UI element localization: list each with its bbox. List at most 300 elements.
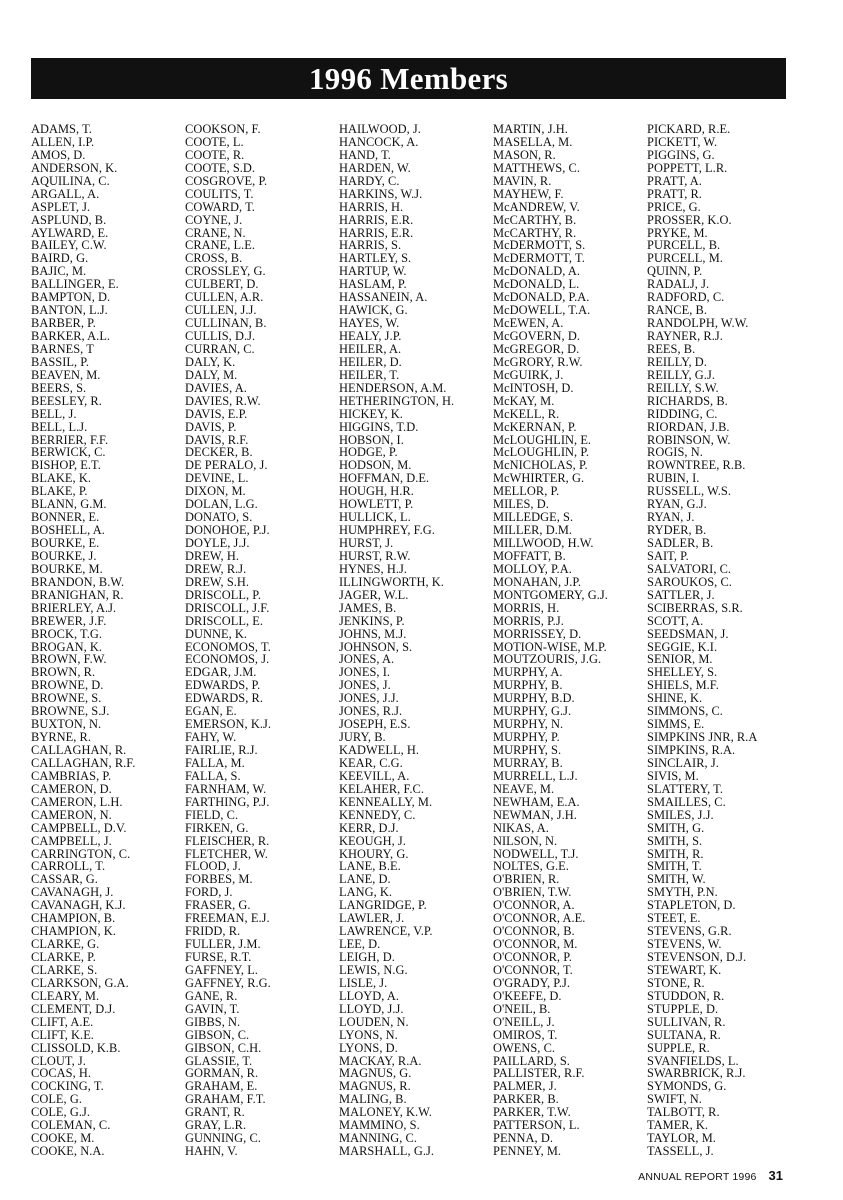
member-name: COCAS, H. [31, 1066, 92, 1081]
member-name: McDONALD, L. [493, 277, 580, 292]
member-name: RYDER, B. [647, 523, 707, 538]
member-name: REILLY, G.J. [647, 367, 715, 382]
member-name: BARBER, P. [31, 316, 96, 331]
member-name: COOKE, N.A. [31, 1144, 105, 1159]
member-name: SINCLAIR, J. [647, 755, 719, 770]
member-name: BLAKE, K. [31, 471, 91, 486]
member-name: ASPLET, J. [31, 199, 91, 214]
member-name: FALLA, M. [185, 755, 245, 770]
member-name: McGOVERN, D. [493, 329, 580, 343]
member-name: PICKETT, W. [647, 134, 718, 149]
member-name: SMITH, G. [647, 820, 705, 835]
member-name: BRANIGHAN, R. [31, 587, 124, 602]
member-name: DEVINE, L. [185, 471, 249, 486]
member-name: NEWMAN, J.H. [493, 807, 577, 822]
member-name: KERR, D.J. [339, 820, 399, 835]
member-name: LLOYD, A. [339, 988, 399, 1003]
member-name: SMYTH, P.N. [647, 885, 718, 900]
member-name: AYLWARD, E. [31, 225, 109, 240]
member-name: MURPHY, B. [493, 678, 563, 693]
member-name: OWENS, C. [493, 1040, 556, 1055]
member-name: BAMPTON, D. [31, 290, 111, 305]
member-name: CLARKE, G. [31, 937, 100, 952]
member-name: DOLAN, L.G. [185, 497, 258, 512]
member-name: SMITH, R. [647, 846, 704, 861]
member-name: MILLER, D.M. [493, 523, 573, 538]
member-name: HASSANEIN, A. [339, 290, 428, 305]
member-name: O'CONNOR, B. [493, 924, 575, 939]
member-name: KEEVILL, A. [339, 768, 410, 783]
member-name: NOLTES, G.E. [493, 859, 569, 874]
member-name: PURCELL, M. [647, 251, 723, 266]
member-name: KENNEDY, C. [339, 807, 416, 822]
member-name: HAND, T. [339, 147, 391, 162]
member-name: DOYLE, J.J. [185, 536, 250, 550]
member-name: COWARD, T. [185, 199, 255, 214]
member-name: PRICE, G. [647, 199, 701, 214]
member-name: McDOWELL, T.A. [493, 303, 591, 318]
member-name: CLARKE, S. [31, 962, 98, 977]
member-name: BAIRD, G. [31, 251, 89, 266]
member-name: SULLIVAN, R. [647, 1014, 726, 1029]
member-name: BEAVEN, M. [31, 367, 101, 382]
member-name: STUPPLE, D. [647, 1001, 719, 1016]
member-name: JAGER, W.L. [339, 587, 409, 602]
member-name: LYONS, D. [339, 1040, 398, 1055]
member-name: O'CONNOR, P. [493, 950, 572, 964]
member-name: BROWN, F.W. [31, 652, 107, 667]
member-name: SHELLEY, S. [647, 665, 718, 680]
member-name: CAMPBELL, D.V. [31, 820, 127, 835]
member-name: CHAMPION, B. [31, 911, 116, 926]
member-name: PENNA, D. [493, 1131, 553, 1146]
member-name: BANTON, L.J. [31, 303, 108, 318]
member-name: PICKARD, R.E. [647, 122, 731, 136]
member-name: KHOURY, G. [339, 846, 409, 861]
member-name: O'KEEFE, D. [493, 988, 562, 1003]
member-name: TASSELL, J. [647, 1144, 714, 1159]
member-column-2 [185, 123, 340, 1158]
member-name: MURPHY, N. [493, 717, 564, 732]
member-name: O'BRIEN, T.W. [493, 885, 572, 900]
member-name: CHAMPION, K. [31, 924, 116, 939]
member-name: BREWER, J.F. [31, 613, 107, 628]
member-name: DAVIES, R.W. [185, 393, 261, 408]
member-name: CAMERON, L.H. [31, 794, 123, 809]
member-name: McGREGOR, D. [493, 341, 580, 356]
member-name: MURPHY, A. [493, 665, 563, 680]
member-name: MURPHY, S. [493, 743, 562, 757]
member-name: SULTANA, R. [647, 1027, 721, 1042]
member-name: BLAKE, P. [31, 484, 88, 499]
member-name: CLIFT, K.E. [31, 1027, 94, 1042]
member-name: HICKEY, K. [339, 406, 403, 421]
member-column-4 [493, 123, 648, 1158]
member-name: McINTOSH, D. [493, 380, 574, 395]
member-name: ILLINGWORTH, K. [339, 574, 444, 589]
member-name: HAYES, W. [339, 316, 400, 331]
member-name: HURST, R.W. [339, 548, 411, 563]
member-name: HARKINS, W.J. [339, 186, 423, 201]
member-name: JONES, I. [339, 665, 391, 680]
member-name: FARTHING, P.J. [185, 794, 270, 809]
member-name: DE PERALO, J. [185, 458, 268, 473]
member-name: JURY, B. [339, 730, 386, 745]
member-name: JENKINS, P. [339, 613, 405, 628]
member-name: JONES, R.J. [339, 704, 403, 719]
member-name: PRYKE, M. [647, 225, 708, 240]
member-name: O'CONNOR, A. [493, 898, 575, 913]
member-name: CAVANAGH, J. [31, 885, 114, 900]
member-name: SENIOR, M. [647, 652, 713, 667]
member-name: O'NEIL, B. [493, 1001, 551, 1016]
member-name: OMIROS, T. [493, 1027, 558, 1042]
member-name: STUDDON, R. [647, 988, 725, 1003]
member-name: CALLAGHAN, R. [31, 743, 127, 757]
member-name: HETHERINGTON, H. [339, 393, 455, 408]
member-name: SUPPLE, R. [647, 1040, 710, 1055]
member-name: GUNNING, C. [185, 1131, 261, 1146]
member-name: EGAN, E. [185, 704, 237, 719]
member-name: MILLWOOD, H.W. [493, 536, 594, 550]
member-name: HARRIS, E.R. [339, 225, 414, 240]
member-name: PROSSER, K.O. [647, 212, 732, 227]
member-name: MOTION-WISE, M.P. [493, 639, 607, 654]
member-name: DREW, R.J. [185, 561, 247, 576]
member-name: DONATO, S. [185, 510, 253, 525]
member-name: SMILES, J.J. [647, 807, 714, 822]
member-name: REILLY, S.W. [647, 380, 719, 395]
member-name: POPPETT, L.R. [647, 160, 728, 175]
member-name: GIBSON, C.H. [185, 1040, 262, 1055]
member-name: MORRIS, H. [493, 600, 560, 615]
member-name: MALING, B. [339, 1092, 407, 1107]
member-name: SIVIS, M. [647, 768, 699, 783]
member-name: McDERMOTT, T. [493, 251, 585, 266]
member-name: McCARTHY, R. [493, 225, 577, 240]
member-name: PALMER, J. [493, 1079, 557, 1094]
member-name: LOUDEN, N. [339, 1014, 409, 1029]
member-name: SMITH, W. [647, 872, 706, 887]
member-name: CASSAR, G. [31, 872, 98, 887]
member-name: McDONALD, A. [493, 264, 580, 279]
member-name: GORMAN, R. [185, 1066, 259, 1081]
member-name: SHINE, K. [647, 691, 703, 706]
member-name: GRANT, R. [185, 1105, 245, 1120]
member-name: McKERNAN, P. [493, 419, 577, 434]
member-name: McNICHOLAS, P. [493, 458, 588, 473]
member-name: PARKER, T.W. [493, 1105, 571, 1120]
member-name: SWIFT, N. [647, 1092, 702, 1107]
member-name: TALBOTT, R. [647, 1105, 720, 1120]
member-name: HEALY, J.P. [339, 329, 402, 343]
member-name: CULLEN, A.R. [185, 290, 264, 305]
member-name: CROSSLEY, G. [185, 264, 266, 279]
member-name: DAVIS, E.P. [185, 406, 248, 421]
member-name: MONTGOMERY, G.J. [493, 587, 608, 602]
member-name: SLATTERY, T. [647, 781, 723, 796]
member-name: HARDEN, W. [339, 160, 411, 175]
member-name: DIXON, M. [185, 484, 246, 499]
member-name: STEVENS, W. [647, 937, 722, 952]
page-footer [638, 1168, 783, 1183]
member-name: MORRIS, P.J. [493, 613, 564, 628]
member-name: JONES, J. [339, 678, 391, 693]
member-name: BONNER, E. [31, 510, 100, 525]
member-name: MURPHY, G.J. [493, 704, 572, 719]
member-name: CLIFT, A.E. [31, 1014, 94, 1029]
member-name: McGRORY, R.W. [493, 354, 583, 369]
member-name: FLEISCHER, R. [185, 833, 270, 848]
member-name: SIMPKINS, R.A. [647, 743, 736, 757]
member-name: McDERMOTT, S. [493, 238, 586, 253]
member-name: McGUIRK, J. [493, 367, 564, 382]
member-name: SMAILLES, C. [647, 794, 726, 809]
member-name: STAPLETON, D. [647, 898, 736, 913]
member-name: KENNEALLY, M. [339, 794, 433, 809]
footer-report-label: ANNUAL REPORT 1996 [638, 1171, 757, 1183]
member-name: JONES, J.J. [339, 691, 399, 706]
member-name: MELLOR, P. [493, 484, 560, 499]
member-name: LANG, K. [339, 885, 393, 900]
member-name: BERRIER, F.F. [31, 432, 109, 447]
member-column-1 [31, 123, 186, 1158]
member-name: LANE, B.E. [339, 859, 401, 874]
member-name: HURST, J. [339, 536, 394, 550]
member-name: DAVIS, P. [185, 419, 237, 434]
member-name: BAILEY, C.W. [31, 238, 107, 253]
member-name: DECKER, B. [185, 445, 253, 460]
member-name: GANE, R. [185, 988, 238, 1003]
member-name: JAMES, B. [339, 600, 397, 615]
member-name: CLARKSON, G.A. [31, 975, 129, 990]
member-name: SCIBERRAS, S.R. [647, 600, 743, 615]
member-name: JOHNS, M.J. [339, 626, 407, 641]
member-name: LANE, D. [339, 872, 391, 887]
member-name: STEWART, K. [647, 962, 722, 977]
member-name: ECONOMOS, T. [185, 639, 271, 654]
member-name: RUBIN, I. [647, 471, 700, 486]
member-name: RANDOLPH, W.W. [647, 316, 749, 331]
member-name: RICHARDS, B. [647, 393, 728, 408]
member-name: MAVIN, R. [493, 173, 552, 188]
member-name: AQUILINA, C. [31, 173, 110, 188]
member-name: HASLAM, P. [339, 277, 407, 292]
member-name: HARTUP, W. [339, 264, 407, 279]
member-name: SMITH, S. [647, 833, 703, 848]
member-name: CRANE, N. [185, 225, 246, 240]
member-name: McCARTHY, B. [493, 212, 577, 227]
member-name: BROWN, R. [31, 665, 96, 680]
member-name: REILLY, D. [647, 354, 707, 369]
member-name: MANNING, C. [339, 1131, 417, 1146]
member-name: CROSS, B. [185, 251, 243, 266]
member-name: FIELD, C. [185, 807, 239, 822]
member-name: O'CONNOR, M. [493, 937, 578, 952]
member-name: AMOS, D. [31, 147, 86, 162]
member-name: MAYHEW, F. [493, 186, 564, 201]
member-name: MOLLOY, P.A. [493, 561, 572, 576]
member-name: HYNES, H.J. [339, 561, 408, 576]
member-name: MOFFATT, B. [493, 548, 566, 563]
member-name: DONOHOE, P.J. [185, 523, 270, 538]
member-name: HEILER, D. [339, 354, 402, 369]
members-list [31, 123, 811, 1163]
member-name: BARKER, A.L. [31, 329, 111, 343]
member-name: MURPHY, B.D. [493, 691, 575, 706]
member-name: BALLINGER, E. [31, 277, 119, 292]
member-name: FULLER, J.M. [185, 937, 261, 952]
member-name: McKELL, R. [493, 406, 560, 421]
member-name: BOURKE, M. [31, 561, 103, 576]
member-name: DAVIES, A. [185, 380, 247, 395]
member-name: DUNNE, K. [185, 626, 248, 641]
member-name: McWHIRTER, G. [493, 471, 585, 486]
page-title: 1996 Members [308, 60, 508, 96]
member-name: GAFFNEY, R.G. [185, 975, 271, 990]
member-name: KEAR, C.G. [339, 755, 403, 770]
member-name: RANCE, B. [647, 303, 708, 318]
member-name: CAMERON, D. [31, 781, 112, 796]
member-name: PENNEY, M. [493, 1144, 562, 1159]
member-name: PALLISTER, R.F. [493, 1066, 585, 1081]
member-name: REES, B. [647, 341, 696, 356]
member-name: BYRNE, R. [31, 730, 92, 745]
member-name: HENDERSON, A.M. [339, 380, 447, 395]
member-name: McDONALD, P.A. [493, 290, 590, 305]
member-name: CARRINGTON, C. [31, 846, 131, 861]
member-name: MURPHY, P. [493, 730, 560, 745]
member-name: SIMMS, E. [647, 717, 705, 732]
member-name: CULLIS, D.J. [185, 329, 256, 343]
member-name: FRASER, G. [185, 898, 251, 913]
member-name: LAWLER, J. [339, 911, 405, 926]
member-name: MARTIN, J.H. [493, 122, 568, 136]
member-name: CLOUT, J. [31, 1053, 86, 1068]
member-name: DAVIS, R.F. [185, 432, 249, 447]
member-name: NEWHAM, E.A. [493, 794, 580, 809]
member-name: HARRIS, E.R. [339, 212, 414, 227]
member-name: ASPLUND, B. [31, 212, 107, 227]
member-name: SADLER, B. [647, 536, 714, 550]
member-name: HARDY, C. [339, 173, 400, 188]
member-name: FREEMAN, E.J. [185, 911, 270, 926]
member-name: LEIGH, D. [339, 950, 395, 964]
member-name: RAYNER, R.J. [647, 329, 723, 343]
member-name: NODWELL, T.J. [493, 846, 579, 861]
member-name: LISLE, J. [339, 975, 388, 990]
member-name: CURRAN, C. [185, 341, 255, 356]
member-name: SALVATORI, C. [647, 561, 732, 576]
member-name: BERWICK, C. [31, 445, 106, 460]
member-name: HEILER, A. [339, 341, 402, 356]
member-name: LAWRENCE, V.P. [339, 924, 433, 939]
member-name: HARRIS, H. [339, 199, 404, 214]
member-name: ADAMS, T. [31, 122, 92, 136]
member-name: SCOTT, A. [647, 613, 704, 628]
member-name: CLISSOLD, K.B. [31, 1040, 121, 1055]
member-name: BEESLEY, R. [31, 393, 102, 408]
member-name: FLETCHER, W. [185, 846, 268, 861]
member-name: GIBSON, C. [185, 1027, 250, 1042]
member-name: STEVENSON, D.J. [647, 950, 747, 964]
member-name: SIMMONS, C. [647, 704, 723, 719]
member-name: DRISCOLL, J.F. [185, 600, 270, 615]
member-name: MASELLA, M. [493, 134, 573, 149]
member-name: NIKAS, A. [493, 820, 549, 835]
member-name: LLOYD, J.J. [339, 1001, 404, 1016]
member-name: BROWNE, S. [31, 691, 102, 706]
member-name: RADALJ, J. [647, 277, 710, 292]
member-name: KEOUGH, J. [339, 833, 406, 848]
member-name: CRANE, L.E. [185, 238, 256, 253]
member-name: HOWLETT, P. [339, 497, 414, 512]
member-name: SAIT, P. [647, 548, 689, 563]
member-name: HANCOCK, A. [339, 134, 419, 149]
member-name: MACKAY, R.A. [339, 1053, 422, 1068]
member-name: HIGGINS, T.D. [339, 419, 419, 434]
member-name: LANGRIDGE, P. [339, 898, 427, 913]
member-name: BROWNE, D. [31, 678, 104, 693]
member-name: PAILLARD, S. [493, 1053, 570, 1068]
member-name: HAHN, V. [185, 1144, 238, 1159]
member-name: COOKE, M. [31, 1131, 95, 1146]
member-name: MALONEY, K.W. [339, 1105, 432, 1120]
member-name: FORD, J. [185, 885, 233, 900]
member-name: DRISCOLL, P. [185, 587, 261, 602]
member-name: MOUTZOURIS, J.G. [493, 652, 602, 667]
member-name: COLE, G.J. [31, 1105, 91, 1120]
member-name: BELL, L.J. [31, 419, 88, 434]
member-name: GRAHAM, F.T. [185, 1092, 266, 1107]
member-name: ARGALL, A. [31, 186, 100, 201]
member-name: HODSON, M. [339, 458, 412, 473]
member-name: GRAY, L.R. [185, 1118, 247, 1133]
member-name: CAMPBELL, J. [31, 833, 112, 848]
member-name: LEWIS, N.G. [339, 962, 408, 977]
member-name: FALLA, S. [185, 768, 241, 783]
member-name: MAGNUS, R. [339, 1079, 411, 1094]
member-name: GAVIN, T. [185, 1001, 240, 1016]
member-name: FARNHAM, W. [185, 781, 267, 796]
member-name: BRANDON, B.W. [31, 574, 125, 589]
member-name: CAVANAGH, K.J. [31, 898, 126, 913]
member-name: JOHNSON, S. [339, 639, 413, 654]
member-name: FURSE, R.T. [185, 950, 252, 964]
member-name: PURCELL, B. [647, 238, 721, 253]
member-name: RYAN, G.J. [647, 497, 707, 512]
member-name: HOUGH, H.R. [339, 484, 414, 499]
member-name: BROWNE, S.J. [31, 704, 110, 719]
member-name: O'CONNOR, T. [493, 962, 573, 977]
member-name: FLOOD, J. [185, 859, 241, 874]
member-name: ALLEN, I.P. [31, 134, 95, 149]
member-name: CLEMENT, D.J. [31, 1001, 116, 1016]
member-name: BLANN, G.M. [31, 497, 107, 512]
member-name: SVANFIELDS, L. [647, 1053, 739, 1068]
member-name: KADWELL, H. [339, 743, 420, 757]
member-name: CAMERON, N. [31, 807, 112, 822]
member-name: RYAN, J. [647, 510, 695, 525]
member-name: McLOUGHLIN, P. [493, 445, 590, 460]
member-name: FIRKEN, G. [185, 820, 249, 835]
member-name: SMITH, T. [647, 859, 702, 874]
member-name: COULITS, T. [185, 186, 254, 201]
member-name: MAMMINO, S. [339, 1118, 420, 1133]
member-name: ANDERSON, K. [31, 160, 118, 175]
member-name: O'GRADY, P.J. [493, 975, 571, 990]
member-name: CLARKE, P. [31, 950, 96, 964]
